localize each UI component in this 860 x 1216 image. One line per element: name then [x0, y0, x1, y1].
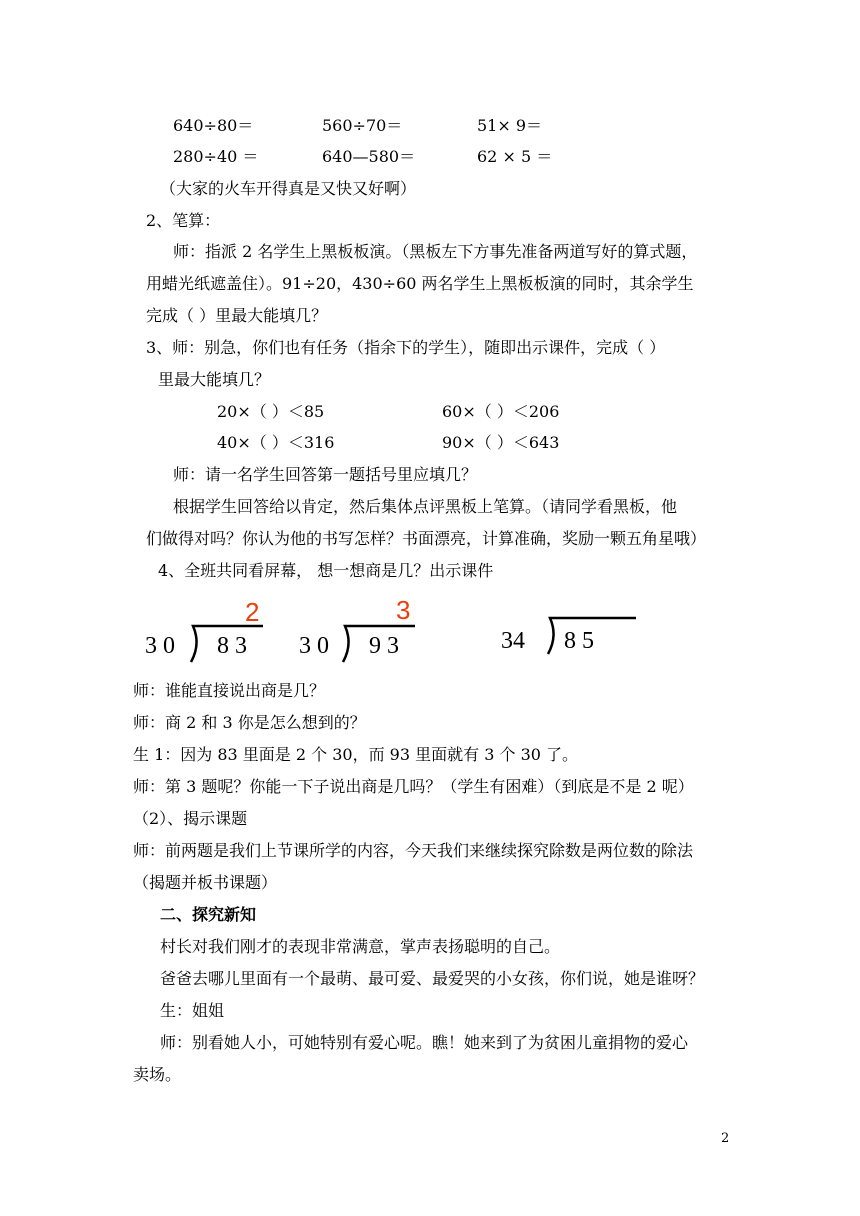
dialog-line: （揭题并板书课题）	[133, 873, 278, 892]
quotient: 3	[396, 595, 411, 625]
calc-item: 280÷40 ＝	[173, 147, 259, 166]
dialog-line: 师：第 3 题呢？你能一下子说出商是几吗？（学生有困难）（到底是不是 2 呢）	[133, 777, 694, 796]
dialog-line: 生 1：因为 83 里面是 2 个 30，而 93 里面就有 3 个 30 了。	[133, 745, 579, 764]
dialog-line: 师：谁能直接说出商是几？	[133, 681, 326, 700]
paragraph: 师：别看她人小，可她特别有爱心呢。瞧！她来到了为贫困儿童捐物的爱心	[160, 1033, 689, 1052]
section-heading: 二、探究新知	[160, 905, 257, 924]
paragraph: 师：请一名学生回答第一题括号里应填几？	[173, 465, 478, 484]
paragraph: 里最大能填几？	[158, 370, 271, 389]
sec4-title: 4、全班共同看屏幕， 想一想商是几？出示课件	[158, 561, 494, 580]
divisor: 3 0	[145, 633, 175, 659]
divisor: 34	[501, 628, 525, 654]
sec3-title: 3、师：别急，你们也有任务（指余下的学生），随即出示课件，完成（ ）	[146, 338, 666, 357]
sec2-title: 2、笔算：	[146, 211, 221, 230]
dividend: 8 3	[217, 633, 247, 659]
dialog-line: 师：前两题是我们上节课所学的内容，今天我们来继续探究除数是两位数的除法	[133, 841, 694, 860]
inequality: 60×（ ）＜206	[442, 402, 560, 421]
calc-item: 640—580＝	[322, 147, 416, 166]
paragraph: 爸爸去哪儿里面有一个最萌、最可爱、最爱哭的小女孩，你们说，她是谁呀？	[160, 969, 705, 988]
dialog-line: 师：商 2 和 3 你是怎么想到的？	[133, 713, 366, 732]
paragraph: 卖场。	[133, 1065, 182, 1084]
paragraph: 用蜡光纸遮盖住）。91÷20，430÷60 两名学生上黑板板演的同时，其余学生	[146, 274, 694, 293]
paragraph: 师：指派 2 名学生上黑板板演。（黑板左下方事先准备两道写好的算式题，	[173, 242, 698, 261]
paragraph: 们做得对吗？你认为他的书写怎样？书面漂亮，计算准确，奖励一颗五角星哦）	[146, 529, 707, 548]
paragraph: 村长对我们刚才的表现非常满意，掌声表扬聪明的自己。	[160, 937, 561, 956]
paragraph: 根据学生回答给以肯定，然后集体点评黑板上笔算。（请同学看黑板，他	[173, 497, 678, 516]
calc-item: 560÷70＝	[322, 116, 403, 135]
quotient: 2	[245, 597, 260, 627]
inequality: 90×（ ）＜643	[442, 433, 560, 452]
inequality: 20×（ ）＜85	[217, 402, 325, 421]
calc-item: 640÷80＝	[173, 116, 254, 135]
inequality: 40×（ ）＜316	[217, 433, 335, 452]
dividend: 8 5	[564, 628, 594, 654]
divisor: 3 0	[299, 633, 329, 659]
paragraph: 生：姐姐	[160, 1001, 225, 1020]
calc-item: 62 × 5 ＝	[477, 147, 553, 166]
warmup-praise: （大家的火车开得真是又快又好啊）	[160, 179, 417, 198]
calc-item: 51× 9＝	[477, 116, 543, 135]
subheading: （2）、揭示课题	[133, 809, 248, 828]
dividend: 9 3	[369, 633, 399, 659]
page-number: 2	[721, 1131, 730, 1146]
paragraph: 完成（ ）里最大能填几？	[146, 306, 328, 325]
